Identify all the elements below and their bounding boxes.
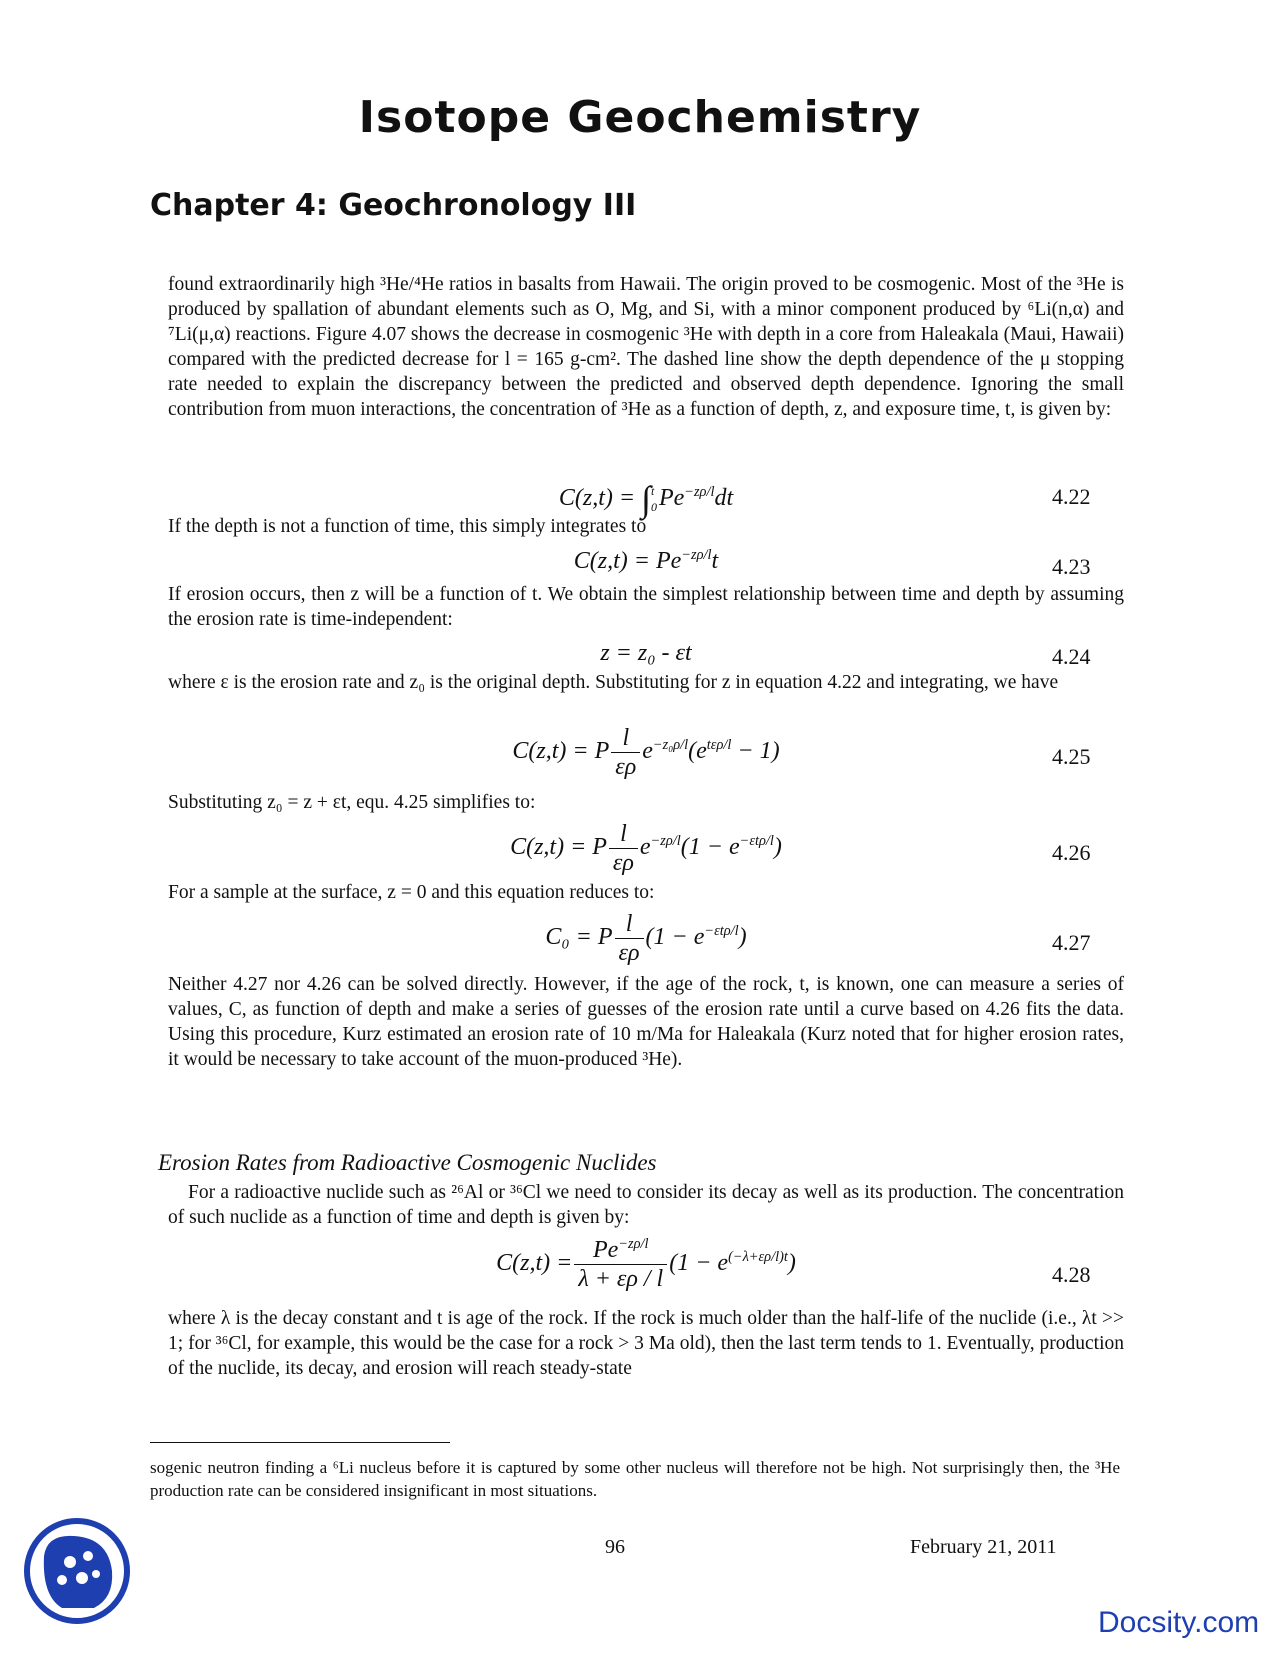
paragraph-substituting: Substituting z₀ = z + εt, equ. 4.25 simplifies to:: [168, 792, 536, 813]
eq-exponent-1: −zρ/l: [650, 833, 681, 850]
eq-exp-base: e: [642, 738, 653, 765]
eq-exponent: −zρ/l: [681, 547, 712, 563]
eq-lhs: C(z,t) = P: [510, 834, 607, 861]
paragraph-kurz: Neither 4.27 nor 4.26 can be solved directly. However, if the age of the rock, t, is known, one can measure a series of values, C, as function of depth and make a series of guesses of the erosion rate until a curve based on 4.26 fits the data. Using this procedure, Kurz estimated an erosion rate of 10 m/Ma for Haleakala (Kurz noted that for higher erosion rates, it would be necessary to take account of the muon-produced ³He).: [168, 974, 1124, 1070]
eq-mid: (1 − e: [680, 834, 740, 861]
fraction-numerator: [574, 1236, 667, 1265]
footnote: sogenic neutron finding a ⁶Li nucleus before it is captured by some other nucleus will therefore not be high. Not surprisingly then, the ³He production rate can be considered insignificant in most situations.: [150, 1458, 1120, 1500]
eq-lhs: C(z,t) =: [496, 1250, 573, 1277]
fraction-numerator-exponent: −zρ/l: [618, 1236, 649, 1252]
eq-exp-base: e: [639, 834, 651, 861]
eq-tail: ): [738, 924, 747, 951]
equation-4-25: [168, 724, 1124, 781]
fraction-denominator: ερ: [615, 754, 637, 780]
eq-integrand: Pe: [658, 485, 685, 511]
eq-tail: ): [773, 834, 782, 861]
paragraph-decay-constant: where λ is the decay constant and t is age of the rock. If the rock is much older than the half-life of the nuclide (i.e., λt >> 1; for ³⁶Cl, for example, this would be the case for a rock > 3 Ma old), then the last term tends to 1. Eventually, production of the nuclide, its decay, and erosion will reach steady-state: [168, 1308, 1124, 1379]
eq-lhs: C₀ = P: [545, 924, 613, 951]
eq-fraction: [609, 820, 638, 877]
paragraph-integrates: If the depth is not a function of time, this simply integrates to: [168, 516, 647, 537]
paragraph-intro: found extraordinarily high ³He/⁴He ratios in basalts from Hawaii. The origin proved to be cosmogenic. Most of the ³He is produced by spallation of abundant elements such as O, Mg, and Si, with a minor component produced by ⁶Li(n,α) and ⁷Li(μ,α) reactions. Figure 4.07 shows the decrease in cosmogenic ³He with depth in a core from Haleakala (Maui, Hawaii) compared with the predicted decrease for l = 165 g-cm². The dashed line show the depth dependence of the μ stopping rate needed to explain the discrepancy between the predicted and observed depth dependence. Ignoring the small contribution from muon interactions, the concentration of ³He as a function of depth, z, and exposure time, t, is given by:: [168, 274, 1124, 420]
eq-exponent: −zρ/l: [684, 484, 715, 500]
eq-tail: t: [711, 548, 719, 574]
fraction-numerator-base: Pe: [593, 1237, 619, 1263]
eq-exponent-1: −z₀ρ/l: [652, 737, 689, 754]
equation-number-4-26: 4.26: [1052, 840, 1091, 865]
equation-number-4-22: 4.22: [1052, 484, 1091, 509]
eq-tail: ): [787, 1250, 796, 1277]
eq-mid: (1 − e: [645, 924, 705, 951]
eq-exponent-2: −εtρ/l: [704, 923, 739, 940]
eq-exponent-2: (−λ+ερ/l)t: [728, 1249, 788, 1266]
paragraph-radioactive: For a radioactive nuclide such as ²⁶Al or ³⁶Cl we need to consider its decay as well as its production. The concentration of such nuclide as a function of time and depth is given by:: [168, 1182, 1124, 1228]
docsity-logo-icon: [22, 1516, 132, 1626]
footnote-divider: [150, 1442, 450, 1443]
integral-upper-limit: t: [650, 484, 655, 499]
chapter-title: Chapter 4: Geochronology III: [150, 188, 637, 223]
book-title: Isotope Geochemistry: [358, 92, 922, 143]
fraction-numerator: l: [609, 820, 638, 849]
fraction-numerator: l: [611, 724, 640, 753]
eq-mid: (1 − e: [669, 1250, 729, 1277]
equation-number-4-27: 4.27: [1052, 930, 1091, 955]
section-heading: Erosion Rates from Radioactive Cosmogenic Nuclides: [158, 1150, 657, 1175]
integral-lower-limit: 0: [650, 500, 657, 515]
integral-sign: ∫: [641, 479, 651, 519]
equation-number-4-28: 4.28: [1052, 1262, 1091, 1287]
eq-fraction: [574, 1236, 667, 1293]
page-number: 96: [605, 1536, 625, 1558]
equation-4-28: [168, 1236, 1124, 1293]
eq-fraction: [611, 724, 640, 781]
eq-mid: (e: [688, 738, 707, 765]
fraction-denominator: ερ: [612, 850, 634, 876]
equation-number-4-25: 4.25: [1052, 744, 1091, 769]
equation-4-23: [168, 548, 1124, 575]
equation-number-4-23: 4.23: [1052, 554, 1091, 579]
fraction-denominator: λ + ερ / l: [578, 1266, 664, 1292]
equation-4-26: [168, 820, 1124, 877]
eq-text: z = z₀ - εt: [600, 640, 692, 666]
eq-exponent-2: tερ/l: [706, 737, 732, 754]
paragraph-surface: For a sample at the surface, z = 0 and this equation reduces to:: [168, 882, 655, 903]
eq-lhs: C(z,t) =: [558, 485, 636, 511]
equation-4-27: [168, 910, 1124, 967]
page-date: February 21, 2011: [910, 1536, 1057, 1558]
eq-tail: − 1): [731, 738, 780, 765]
fraction-denominator: ερ: [618, 940, 640, 966]
docsity-wordmark[interactable]: Docsity.com: [1098, 1606, 1260, 1639]
equation-4-24: [168, 640, 1124, 667]
fraction-numerator: l: [615, 910, 644, 939]
equation-number-4-24: 4.24: [1052, 644, 1091, 669]
eq-tail: dt: [714, 485, 734, 511]
eq-fraction: [615, 910, 644, 967]
eq-lhs: C(z,t) = P: [512, 738, 610, 765]
eq-exponent-2: −εtρ/l: [739, 833, 774, 850]
paragraph-erosion: If erosion occurs, then z will be a function of t. We obtain the simplest relationship between time and depth by assuming the erosion rate is time-independent:: [168, 584, 1124, 630]
paragraph-erosion-rate: where ε is the erosion rate and z₀ is the original depth. Substituting for z in equation 4.22 and integrating, we have: [168, 672, 1059, 693]
eq-lhs: C(z,t) = Pe: [573, 548, 682, 574]
